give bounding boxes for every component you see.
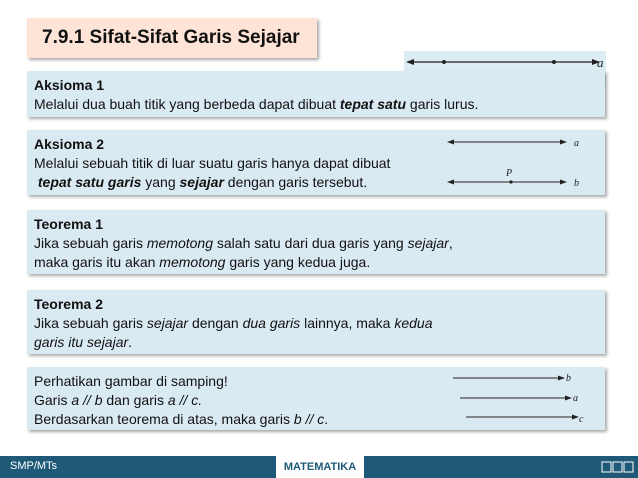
- figure-three-parallel-lines: [448, 370, 593, 426]
- card-heading: Teorema 2: [34, 296, 103, 312]
- card-teorema-1: [27, 210, 605, 274]
- page-title: 7.9.1 Sifat-Sifat Garis Sejajar: [42, 27, 300, 48]
- line-a-label: a: [574, 138, 579, 149]
- line-a-label: a: [573, 393, 578, 404]
- card-text-line: Jika sebuah garis memotong salah satu dari dua garis yang sejajar,: [34, 235, 453, 251]
- point-p-label: P: [506, 168, 513, 179]
- footer-bar: [0, 456, 638, 478]
- card-text-line: Jika sebuah garis sejajar dengan dua garis lainnya, maka kedua: [34, 315, 433, 331]
- card-text-line: Berdasarkan teorema di atas, maka garis b // c.: [34, 411, 329, 427]
- card-teorema-2: [27, 290, 605, 354]
- arrow-left-icon: [447, 180, 454, 185]
- arrow-right-icon: [565, 396, 572, 401]
- card-aksioma-1: [27, 71, 605, 117]
- arrow-left-icon: [406, 59, 414, 65]
- card-text-line: tepat satu garis yang sejajar dengan garis tersebut.: [37, 174, 368, 190]
- card-text-line: Melalui sebuah titik di luar suatu garis hanya dapat dibuat: [34, 155, 391, 171]
- arrow-right-icon: [560, 140, 567, 145]
- arrow-right-icon: [558, 376, 565, 381]
- card-heading: Teorema 1: [34, 216, 103, 232]
- card-text-line: Melalui dua buah titik yang berbeda dapat dibuat tepat satu garis lurus.: [34, 96, 479, 112]
- line-a-label: a: [597, 55, 604, 70]
- footer-subject-label: MATEMATIKA: [276, 456, 364, 478]
- card-text-line: garis itu sejajar.: [34, 334, 133, 350]
- line-c-label: c: [579, 414, 584, 425]
- card-heading: Aksioma 1: [34, 77, 105, 93]
- title-box: [27, 18, 317, 58]
- arrow-right-icon: [560, 180, 567, 185]
- point-b-dot: [552, 60, 556, 64]
- point-p-dot: [509, 180, 512, 183]
- arrow-right-icon: [572, 415, 579, 420]
- card-text-line: maka garis itu akan memotong garis yang kedua juga.: [34, 254, 371, 270]
- figure-parallel-line-through-point: [440, 133, 590, 191]
- slideshow-icon[interactable]: [600, 459, 634, 475]
- footer-level-label: SMP/MTs: [10, 460, 58, 472]
- card-text-line: Garis a // b dan garis a // c.: [34, 392, 203, 408]
- point-a-dot: [442, 60, 446, 64]
- line-b-label: b: [574, 178, 579, 189]
- card-heading: Aksioma 2: [34, 136, 105, 152]
- line-b-label: b: [566, 373, 571, 384]
- arrow-left-icon: [447, 140, 454, 145]
- card-text-line: Perhatikan gambar di samping!: [34, 373, 228, 389]
